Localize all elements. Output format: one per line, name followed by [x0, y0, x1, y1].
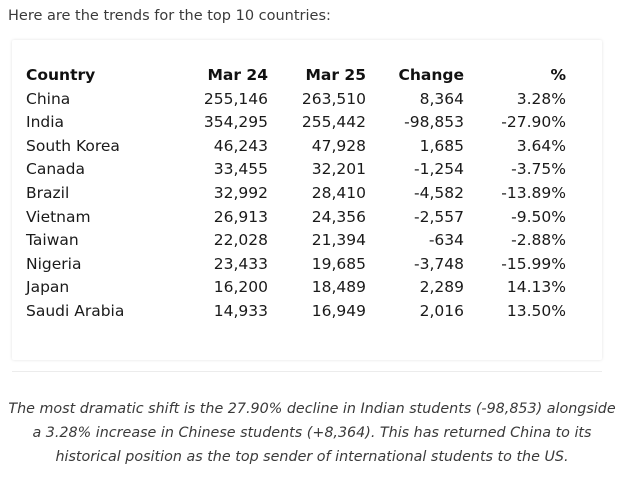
cell-change: 2,289	[419, 278, 464, 297]
cell-change: -3,748	[414, 254, 464, 273]
table-row	[26, 88, 566, 112]
cell-country: China	[26, 89, 71, 108]
cell-change: 1,685	[419, 136, 464, 155]
cell-mar-25: 21,394	[311, 231, 366, 250]
cell-country: Taiwan	[26, 231, 79, 250]
cell-mar-25: 32,201	[311, 160, 366, 179]
table-row	[26, 135, 566, 159]
cell-country: Vietnam	[26, 207, 91, 226]
table-row	[26, 276, 566, 300]
cell-mar-24: 22,028	[213, 231, 268, 250]
cell-change: -1,254	[414, 160, 464, 179]
cell-mar-25: 18,489	[311, 278, 366, 297]
cell-percent: -27.90%	[501, 113, 566, 132]
cell-country: Saudi Arabia	[26, 301, 125, 320]
cell-mar-25: 47,928	[311, 136, 366, 155]
conclusion-line: a 3.28% increase in Chinese students (+8,364). This has returned China to its	[32, 425, 592, 441]
cell-mar-25: 19,685	[311, 254, 366, 273]
cell-percent: -2.88%	[511, 231, 566, 250]
cell-percent: -15.99%	[501, 254, 566, 273]
cell-country: South Korea	[26, 136, 120, 155]
cell-mar-24: 32,992	[213, 183, 268, 202]
header-percent: %	[550, 66, 566, 84]
cell-mar-24: 33,455	[213, 160, 268, 179]
table-row	[26, 300, 566, 324]
cell-mar-25: 255,442	[301, 113, 366, 132]
cell-change: -98,853	[404, 113, 464, 132]
cell-mar-24: 46,243	[213, 136, 268, 155]
cell-mar-24: 26,913	[213, 207, 268, 226]
cell-country: Nigeria	[26, 254, 82, 273]
cell-mar-24: 255,146	[203, 89, 268, 108]
conclusion-line: The most dramatic shift is the 27.90% decline in Indian students (-98,853) alongside	[8, 401, 616, 417]
cell-percent: 13.50%	[506, 301, 566, 320]
conclusion-line: historical position as the top sender of international students to the US.	[55, 449, 569, 465]
table-row	[26, 206, 566, 230]
table-row	[26, 111, 566, 135]
header-country: Country	[26, 66, 96, 84]
cell-percent: -3.75%	[511, 160, 566, 179]
header-mar-24: Mar 24	[207, 66, 268, 84]
cell-mar-25: 28,410	[311, 183, 366, 202]
table-header-row	[26, 64, 566, 88]
cell-mar-24: 23,433	[213, 254, 268, 273]
table-card	[12, 40, 602, 360]
intro-text: Here are the trends for the top 10 countries:	[8, 8, 331, 24]
table-row	[26, 229, 566, 253]
cell-change: -4,582	[414, 183, 464, 202]
country-trends-table	[26, 64, 566, 324]
cell-change: 8,364	[419, 89, 464, 108]
section-divider	[12, 371, 602, 372]
cell-percent: 14.13%	[506, 278, 566, 297]
table-row	[26, 182, 566, 206]
cell-mar-25: 16,949	[311, 301, 366, 320]
cell-mar-24: 354,295	[203, 113, 268, 132]
cell-percent: 3.28%	[516, 89, 566, 108]
header-mar-25: Mar 25	[305, 66, 366, 84]
cell-percent: -9.50%	[511, 207, 566, 226]
cell-mar-24: 16,200	[213, 278, 268, 297]
cell-country: India	[26, 113, 65, 132]
cell-change: -2,557	[414, 207, 464, 226]
cell-mar-24: 14,933	[213, 301, 268, 320]
conclusion-text	[0, 397, 624, 469]
table-row	[26, 158, 566, 182]
table-row	[26, 253, 566, 277]
cell-change: -634	[428, 231, 464, 250]
cell-change: 2,016	[419, 301, 464, 320]
cell-country: Canada	[26, 160, 85, 179]
cell-mar-25: 263,510	[301, 89, 366, 108]
cell-mar-25: 24,356	[311, 207, 366, 226]
header-change: Change	[398, 66, 464, 84]
cell-country: Japan	[26, 278, 70, 297]
cell-percent: -13.89%	[501, 183, 566, 202]
cell-country: Brazil	[26, 183, 70, 202]
cell-percent: 3.64%	[516, 136, 566, 155]
